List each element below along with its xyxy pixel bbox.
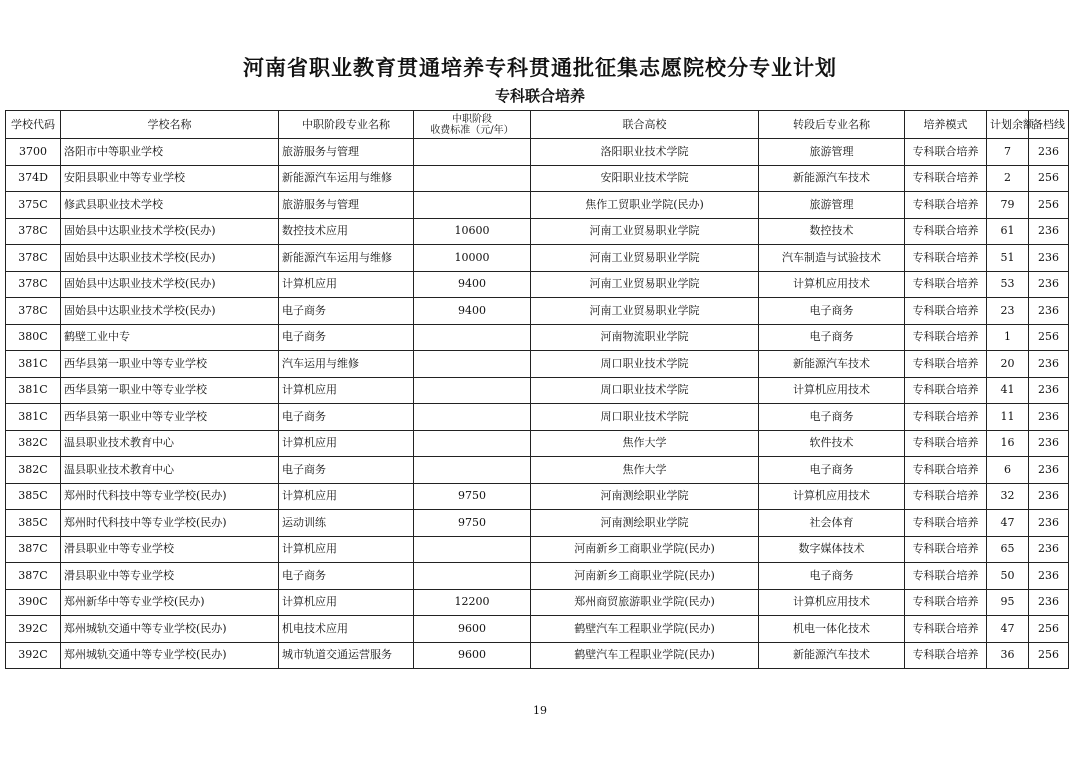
- table-cell: 385C: [6, 483, 61, 510]
- table-cell: 50: [987, 563, 1029, 590]
- table-cell: 382C: [6, 430, 61, 457]
- column-header: 中职阶段专业名称: [279, 111, 414, 139]
- table-cell: 运动训练: [279, 510, 414, 537]
- table-cell: 392C: [6, 616, 61, 643]
- table-cell: 9750: [414, 483, 531, 510]
- table-cell: 河南新乡工商职业学院(民办): [531, 563, 759, 590]
- table-cell: 236: [1029, 298, 1069, 325]
- table-cell: 95: [987, 589, 1029, 616]
- table-cell: 专科联合培养: [905, 377, 987, 404]
- table-cell: 河南工业贸易职业学院: [531, 245, 759, 272]
- table-header: [6, 111, 1069, 139]
- table-cell: 计算机应用: [279, 483, 414, 510]
- table-cell: 计算机应用: [279, 536, 414, 563]
- table-cell: 32: [987, 483, 1029, 510]
- table-cell: 236: [1029, 139, 1069, 166]
- table-cell: 焦作大学: [531, 430, 759, 457]
- table-cell: 3700: [6, 139, 61, 166]
- table-cell: 378C: [6, 271, 61, 298]
- table-cell: 郑州城轨交通中等专业学校(民办): [61, 642, 279, 669]
- table-cell: 城市轨道交通运营服务: [279, 642, 414, 669]
- table-row: [6, 510, 1069, 537]
- table-cell: 256: [1029, 165, 1069, 192]
- table-cell: 392C: [6, 642, 61, 669]
- table-cell: 381C: [6, 377, 61, 404]
- table-cell: 计算机应用: [279, 589, 414, 616]
- table-cell: 洛阳职业技术学院: [531, 139, 759, 166]
- table-cell: 机电一体化技术: [759, 616, 905, 643]
- plan-table: [5, 110, 1069, 669]
- table-cell: 380C: [6, 324, 61, 351]
- table-cell: 鹤壁汽车工程职业学院(民办): [531, 642, 759, 669]
- table-cell: 专科联合培养: [905, 457, 987, 484]
- table-cell: 新能源汽车技术: [759, 351, 905, 378]
- table-cell: 382C: [6, 457, 61, 484]
- table-row: [6, 139, 1069, 166]
- table-cell: 236: [1029, 510, 1069, 537]
- table-cell: 电子商务: [279, 563, 414, 590]
- table-cell: 专科联合培养: [905, 642, 987, 669]
- table-cell: 236: [1029, 589, 1069, 616]
- table-cell: 390C: [6, 589, 61, 616]
- table-cell: 河南测绘职业学院: [531, 483, 759, 510]
- table-cell: [414, 324, 531, 351]
- table-cell: 36: [987, 642, 1029, 669]
- table-cell: 256: [1029, 324, 1069, 351]
- table-cell: 电子商务: [279, 457, 414, 484]
- table-cell: 电子商务: [279, 324, 414, 351]
- table-cell: 387C: [6, 563, 61, 590]
- table-cell: 焦作大学: [531, 457, 759, 484]
- table-cell: 9400: [414, 298, 531, 325]
- table-row: [6, 430, 1069, 457]
- table-cell: [414, 536, 531, 563]
- table-cell: 固始县中达职业技术学校(民办): [61, 245, 279, 272]
- table-cell: 周口职业技术学院: [531, 404, 759, 431]
- table-cell: 修武县职业技术学校: [61, 192, 279, 219]
- table-cell: 固始县中达职业技术学校(民办): [61, 218, 279, 245]
- table-cell: 236: [1029, 457, 1069, 484]
- table-cell: 41: [987, 377, 1029, 404]
- table-cell: 9750: [414, 510, 531, 537]
- column-header: 学校代码: [6, 111, 61, 139]
- table-cell: [414, 351, 531, 378]
- table-cell: 专科联合培养: [905, 589, 987, 616]
- table-cell: 电子商务: [759, 457, 905, 484]
- table-cell: 16: [987, 430, 1029, 457]
- table-cell: 数控技术应用: [279, 218, 414, 245]
- table-row: [6, 404, 1069, 431]
- table-row: [6, 245, 1069, 272]
- table-cell: 河南工业贸易职业学院: [531, 218, 759, 245]
- table-cell: 378C: [6, 245, 61, 272]
- table-cell: 固始县中达职业技术学校(民办): [61, 271, 279, 298]
- table-cell: 9600: [414, 642, 531, 669]
- table-cell: 专科联合培养: [905, 245, 987, 272]
- table-cell: 53: [987, 271, 1029, 298]
- table-cell: 西华县第一职业中等专业学校: [61, 377, 279, 404]
- table-cell: 鹤壁汽车工程职业学院(民办): [531, 616, 759, 643]
- table-cell: 计算机应用技术: [759, 483, 905, 510]
- table-row: [6, 377, 1069, 404]
- table-cell: 计算机应用: [279, 271, 414, 298]
- table-row: [6, 563, 1069, 590]
- table-cell: 专科联合培养: [905, 430, 987, 457]
- table-row: [6, 218, 1069, 245]
- table-cell: 新能源汽车技术: [759, 642, 905, 669]
- table-cell: 河南工业贸易职业学院: [531, 271, 759, 298]
- table-cell: 新能源汽车技术: [759, 165, 905, 192]
- table-cell: 电子商务: [759, 324, 905, 351]
- table-cell: [414, 192, 531, 219]
- table-cell: 专科联合培养: [905, 510, 987, 537]
- table-cell: 专科联合培养: [905, 616, 987, 643]
- table-cell: 鹤壁工业中专: [61, 324, 279, 351]
- table-cell: 社会体育: [759, 510, 905, 537]
- page-number: 19: [533, 704, 547, 717]
- table-cell: 256: [1029, 192, 1069, 219]
- table-cell: 20: [987, 351, 1029, 378]
- table-cell: 西华县第一职业中等专业学校: [61, 351, 279, 378]
- table-row: [6, 192, 1069, 219]
- table-cell: 9400: [414, 271, 531, 298]
- table-cell: 专科联合培养: [905, 271, 987, 298]
- table-cell: 郑州时代科技中等专业学校(民办): [61, 483, 279, 510]
- page-subtitle: 专科联合培养: [494, 87, 585, 105]
- table-cell: 专科联合培养: [905, 218, 987, 245]
- table-cell: 专科联合培养: [905, 563, 987, 590]
- table-cell: 焦作工贸职业学院(民办): [531, 192, 759, 219]
- table-cell: 软件技术: [759, 430, 905, 457]
- table-cell: 专科联合培养: [905, 324, 987, 351]
- table-row: [6, 589, 1069, 616]
- table-cell: 10600: [414, 218, 531, 245]
- table-cell: 7: [987, 139, 1029, 166]
- table-cell: 电子商务: [279, 404, 414, 431]
- table-cell: 23: [987, 298, 1029, 325]
- column-header: 计划余额: [987, 111, 1029, 139]
- page-title: 河南省职业教育贯通培养专科贯通批征集志愿院校分专业计划: [243, 56, 837, 80]
- table-cell: 236: [1029, 563, 1069, 590]
- table-cell: 47: [987, 510, 1029, 537]
- table-cell: 9600: [414, 616, 531, 643]
- table-cell: 新能源汽车运用与维修: [279, 245, 414, 272]
- table-cell: 专科联合培养: [905, 483, 987, 510]
- column-header: 转段后专业名称: [759, 111, 905, 139]
- table-cell: 计算机应用技术: [759, 589, 905, 616]
- table-row: [6, 351, 1069, 378]
- table-cell: 新能源汽车运用与维修: [279, 165, 414, 192]
- table-cell: 滑县职业中等专业学校: [61, 563, 279, 590]
- table-cell: 河南测绘职业学院: [531, 510, 759, 537]
- table-cell: 洛阳市中等职业学校: [61, 139, 279, 166]
- table-cell: 郑州商贸旅游职业学院(民办): [531, 589, 759, 616]
- table-cell: 汽车运用与维修: [279, 351, 414, 378]
- table-cell: 专科联合培养: [905, 165, 987, 192]
- table-cell: 郑州时代科技中等专业学校(民办): [61, 510, 279, 537]
- table-cell: 旅游管理: [759, 192, 905, 219]
- table-cell: 385C: [6, 510, 61, 537]
- table-cell: [414, 404, 531, 431]
- table-cell: 10000: [414, 245, 531, 272]
- table-cell: [414, 139, 531, 166]
- table-cell: 固始县中达职业技术学校(民办): [61, 298, 279, 325]
- table-cell: 236: [1029, 377, 1069, 404]
- table-cell: 375C: [6, 192, 61, 219]
- table-cell: 47: [987, 616, 1029, 643]
- table-row: [6, 298, 1069, 325]
- table-cell: 旅游服务与管理: [279, 139, 414, 166]
- table-cell: 电子商务: [759, 298, 905, 325]
- table-cell: 计算机应用技术: [759, 271, 905, 298]
- table-cell: 387C: [6, 536, 61, 563]
- table-cell: 236: [1029, 483, 1069, 510]
- table-cell: 郑州新华中等专业学校(民办): [61, 589, 279, 616]
- table-cell: 2: [987, 165, 1029, 192]
- table-cell: 专科联合培养: [905, 298, 987, 325]
- table-cell: 51: [987, 245, 1029, 272]
- table-cell: 256: [1029, 642, 1069, 669]
- table-cell: 数字媒体技术: [759, 536, 905, 563]
- table-row: [6, 324, 1069, 351]
- table-cell: 数控技术: [759, 218, 905, 245]
- table-cell: 236: [1029, 245, 1069, 272]
- table-cell: 专科联合培养: [905, 404, 987, 431]
- table-cell: 12200: [414, 589, 531, 616]
- table-cell: 河南物流职业学院: [531, 324, 759, 351]
- column-header: 培养模式: [905, 111, 987, 139]
- table-row: [6, 271, 1069, 298]
- table-cell: 电子商务: [759, 563, 905, 590]
- table-cell: 374D: [6, 165, 61, 192]
- table-cell: [414, 377, 531, 404]
- table-cell: 378C: [6, 218, 61, 245]
- table-body: [6, 139, 1069, 669]
- column-header: 学校名称: [61, 111, 279, 139]
- table-cell: 1: [987, 324, 1029, 351]
- table-cell: [414, 457, 531, 484]
- table-cell: 滑县职业中等专业学校: [61, 536, 279, 563]
- table-cell: 6: [987, 457, 1029, 484]
- table-cell: 236: [1029, 271, 1069, 298]
- table-cell: 机电技术应用: [279, 616, 414, 643]
- header-row: [6, 111, 1069, 139]
- table-cell: 256: [1029, 616, 1069, 643]
- table-cell: 温县职业技术教育中心: [61, 457, 279, 484]
- table-cell: 河南工业贸易职业学院: [531, 298, 759, 325]
- table-cell: 温县职业技术教育中心: [61, 430, 279, 457]
- table-cell: 安阳县职业中等专业学校: [61, 165, 279, 192]
- table-row: [6, 536, 1069, 563]
- table-cell: 计算机应用技术: [759, 377, 905, 404]
- table-cell: 计算机应用: [279, 377, 414, 404]
- table-cell: 236: [1029, 430, 1069, 457]
- column-header: 中职阶段 收费标准（元/年）: [414, 111, 531, 139]
- table-cell: 河南新乡工商职业学院(民办): [531, 536, 759, 563]
- table-cell: 65: [987, 536, 1029, 563]
- table-cell: 西华县第一职业中等专业学校: [61, 404, 279, 431]
- table-cell: 周口职业技术学院: [531, 351, 759, 378]
- table-cell: 11: [987, 404, 1029, 431]
- table-row: [6, 483, 1069, 510]
- table-cell: 旅游服务与管理: [279, 192, 414, 219]
- table-cell: 专科联合培养: [905, 139, 987, 166]
- table-cell: 236: [1029, 218, 1069, 245]
- table-cell: 61: [987, 218, 1029, 245]
- table-cell: 汽车制造与试验技术: [759, 245, 905, 272]
- table-cell: 381C: [6, 404, 61, 431]
- table-cell: 电子商务: [279, 298, 414, 325]
- table-cell: 郑州城轨交通中等专业学校(民办): [61, 616, 279, 643]
- table-cell: 236: [1029, 351, 1069, 378]
- table-cell: 79: [987, 192, 1029, 219]
- table-cell: 专科联合培养: [905, 351, 987, 378]
- table-cell: [414, 430, 531, 457]
- table-cell: 236: [1029, 536, 1069, 563]
- table-cell: 381C: [6, 351, 61, 378]
- table-cell: 236: [1029, 404, 1069, 431]
- table-cell: 378C: [6, 298, 61, 325]
- column-header: 备档线: [1029, 111, 1069, 139]
- table-cell: 旅游管理: [759, 139, 905, 166]
- table-cell: 电子商务: [759, 404, 905, 431]
- table-row: [6, 642, 1069, 669]
- table-row: [6, 457, 1069, 484]
- table-cell: 安阳职业技术学院: [531, 165, 759, 192]
- table-cell: 专科联合培养: [905, 536, 987, 563]
- table-cell: 计算机应用: [279, 430, 414, 457]
- table-cell: 专科联合培养: [905, 192, 987, 219]
- table-cell: 周口职业技术学院: [531, 377, 759, 404]
- table-cell: [414, 165, 531, 192]
- table-row: [6, 165, 1069, 192]
- table-row: [6, 616, 1069, 643]
- column-header: 联合高校: [531, 111, 759, 139]
- table-cell: [414, 563, 531, 590]
